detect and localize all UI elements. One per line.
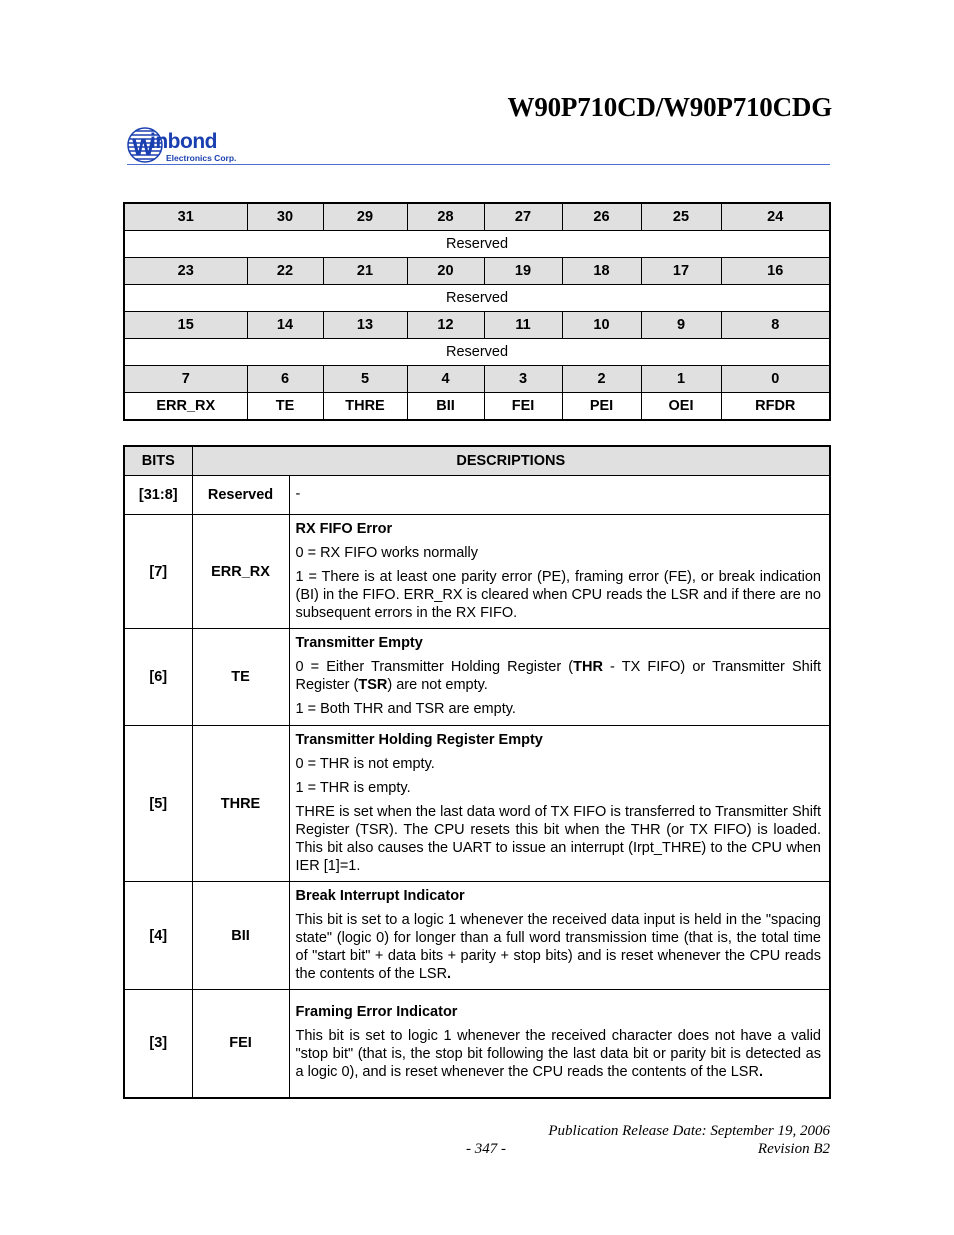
bit-number: 3 <box>484 366 562 393</box>
field-description <box>289 629 830 726</box>
bit-range: [5] <box>124 726 192 882</box>
field-description <box>289 882 830 990</box>
bit-number-row <box>124 258 830 285</box>
logo-wordmark: inbond <box>150 130 217 153</box>
description-paragraph: THRE is set when the last data word of TX FIFO is transferred to Transmitter Shift Register (TSR). The CPU resets this bit when the THR (or TX FIFO) is loaded. This bit also causes the UART to issue an interrupt (Irpt_THRE) to the CPU when IER [1]=1. <box>295 803 821 874</box>
description-paragraph: 0 = THR is not empty. <box>295 755 435 772</box>
description-paragraph: 1 = Both THR and TSR are empty. <box>295 701 516 717</box>
field-name: RFDR <box>721 393 830 421</box>
bit-number: 13 <box>323 312 407 339</box>
revision: Revision B2 <box>757 1141 830 1157</box>
field-name: TE <box>192 629 289 726</box>
header-rule <box>127 164 830 165</box>
bit-number: 25 <box>641 203 721 231</box>
logo-initial: W <box>132 134 155 161</box>
page-number: - 347 - <box>466 1141 506 1157</box>
bit-number: 16 <box>721 258 830 285</box>
field-name: FEI <box>484 393 562 421</box>
field-reserved: Reserved <box>124 339 830 366</box>
register-bitmap-table <box>123 202 831 421</box>
table-row <box>124 476 830 515</box>
field-name: TE <box>247 393 323 421</box>
bit-number: 9 <box>641 312 721 339</box>
field-name: OEI <box>641 393 721 421</box>
bit-number: 20 <box>407 258 484 285</box>
bit-range: [7] <box>124 515 192 629</box>
logo-subtitle: Electronics Corp. <box>166 153 237 163</box>
field-name: ERR_RX <box>124 393 247 421</box>
bit-number: 23 <box>124 258 247 285</box>
field-reserved: Reserved <box>124 285 830 312</box>
field-name: ERR_RX <box>192 515 289 629</box>
bit-number: 5 <box>323 366 407 393</box>
description-paragraph: 1 = There is at least one parity error (PE), framing error (FE), or break indication (BI) in the FIFO. ERR_RX is cleared when CPU reads the LSR and if there are no subsequent errors in the RX FIFO. <box>295 568 821 621</box>
document-title: W90P710CD/W90P710CDG <box>507 92 832 122</box>
field-name-row <box>124 393 830 421</box>
bit-number: 31 <box>124 203 247 231</box>
table-row <box>124 629 830 726</box>
bit-number-row <box>124 366 830 393</box>
bit-number-row <box>124 312 830 339</box>
release-date: Publication Release Date: September 19, 2006 <box>548 1123 830 1139</box>
description-paragraph: This bit is set to logic 1 whenever the received character does not have a valid "stop bit" (that is, the stop bit following the last data bit or parity bit is detected as a logic 0), and is reset whenever the CPU reads the contents of the LSR. <box>295 1028 821 1081</box>
field-name: BII <box>192 882 289 990</box>
field-name: BII <box>407 393 484 421</box>
bit-range: [3] <box>124 990 192 1098</box>
bit-number: 17 <box>641 258 721 285</box>
bit-number: 18 <box>562 258 641 285</box>
field-name: Reserved <box>192 476 289 515</box>
description-paragraph: This bit is set to a logic 1 whenever the received data input is held in the "spacing state" (logic 0) for longer than a full word transmission time (that is, the total time of "start bit" + data bits + parity + stop bits) and is reset whenever the CPU reads the contents of the LSR. <box>295 911 821 982</box>
table-row <box>124 990 830 1098</box>
bit-number: 29 <box>323 203 407 231</box>
bit-number: 2 <box>562 366 641 393</box>
description-title: Framing Error Indicator <box>295 1004 458 1021</box>
field-reserved: Reserved <box>124 231 830 258</box>
field-description: - <box>289 476 830 515</box>
bit-number: 10 <box>562 312 641 339</box>
bit-range: [6] <box>124 629 192 726</box>
bit-number: 6 <box>247 366 323 393</box>
bit-range: [31:8] <box>124 476 192 515</box>
field-name: THRE <box>192 726 289 882</box>
bit-number: 26 <box>562 203 641 231</box>
description-title: Transmitter Empty <box>295 635 423 651</box>
bit-number: 1 <box>641 366 721 393</box>
bit-description-table <box>123 445 831 1099</box>
bit-number: 11 <box>484 312 562 339</box>
bit-number: 19 <box>484 258 562 285</box>
description-paragraph: 1 = THR is empty. <box>295 779 411 796</box>
field-description <box>289 515 830 629</box>
bit-range: [4] <box>124 882 192 990</box>
description-title: RX FIFO Error <box>295 520 393 537</box>
description-title: Transmitter Holding Register Empty <box>295 731 543 748</box>
description-paragraph: 0 = RX FIFO works normally <box>295 544 478 561</box>
bit-number: 24 <box>721 203 830 231</box>
descriptions-header: DESCRIPTIONS <box>192 446 830 476</box>
bit-number-row <box>124 203 830 231</box>
bit-number: 28 <box>407 203 484 231</box>
bit-number: 8 <box>721 312 830 339</box>
field-description <box>289 726 830 882</box>
table-row <box>124 515 830 629</box>
field-name: FEI <box>192 990 289 1098</box>
description-paragraph: 0 = Either Transmitter Holding Register (THR - TX FIFO) or Transmitter Shift Register (TSR) are not empty. <box>295 659 821 693</box>
bit-number: 4 <box>407 366 484 393</box>
field-name: PEI <box>562 393 641 421</box>
bit-number: 30 <box>247 203 323 231</box>
bit-number: 0 <box>721 366 830 393</box>
bit-number: 15 <box>124 312 247 339</box>
bit-number: 12 <box>407 312 484 339</box>
description-title: Break Interrupt Indicator <box>295 887 465 904</box>
bit-number: 22 <box>247 258 323 285</box>
bits-header: BITS <box>124 446 192 476</box>
bit-number: 7 <box>124 366 247 393</box>
bit-number: 27 <box>484 203 562 231</box>
table-row <box>124 726 830 882</box>
bit-number: 14 <box>247 312 323 339</box>
bit-number: 21 <box>323 258 407 285</box>
field-name: THRE <box>323 393 407 421</box>
table-row <box>124 882 830 990</box>
field-description <box>289 990 830 1098</box>
